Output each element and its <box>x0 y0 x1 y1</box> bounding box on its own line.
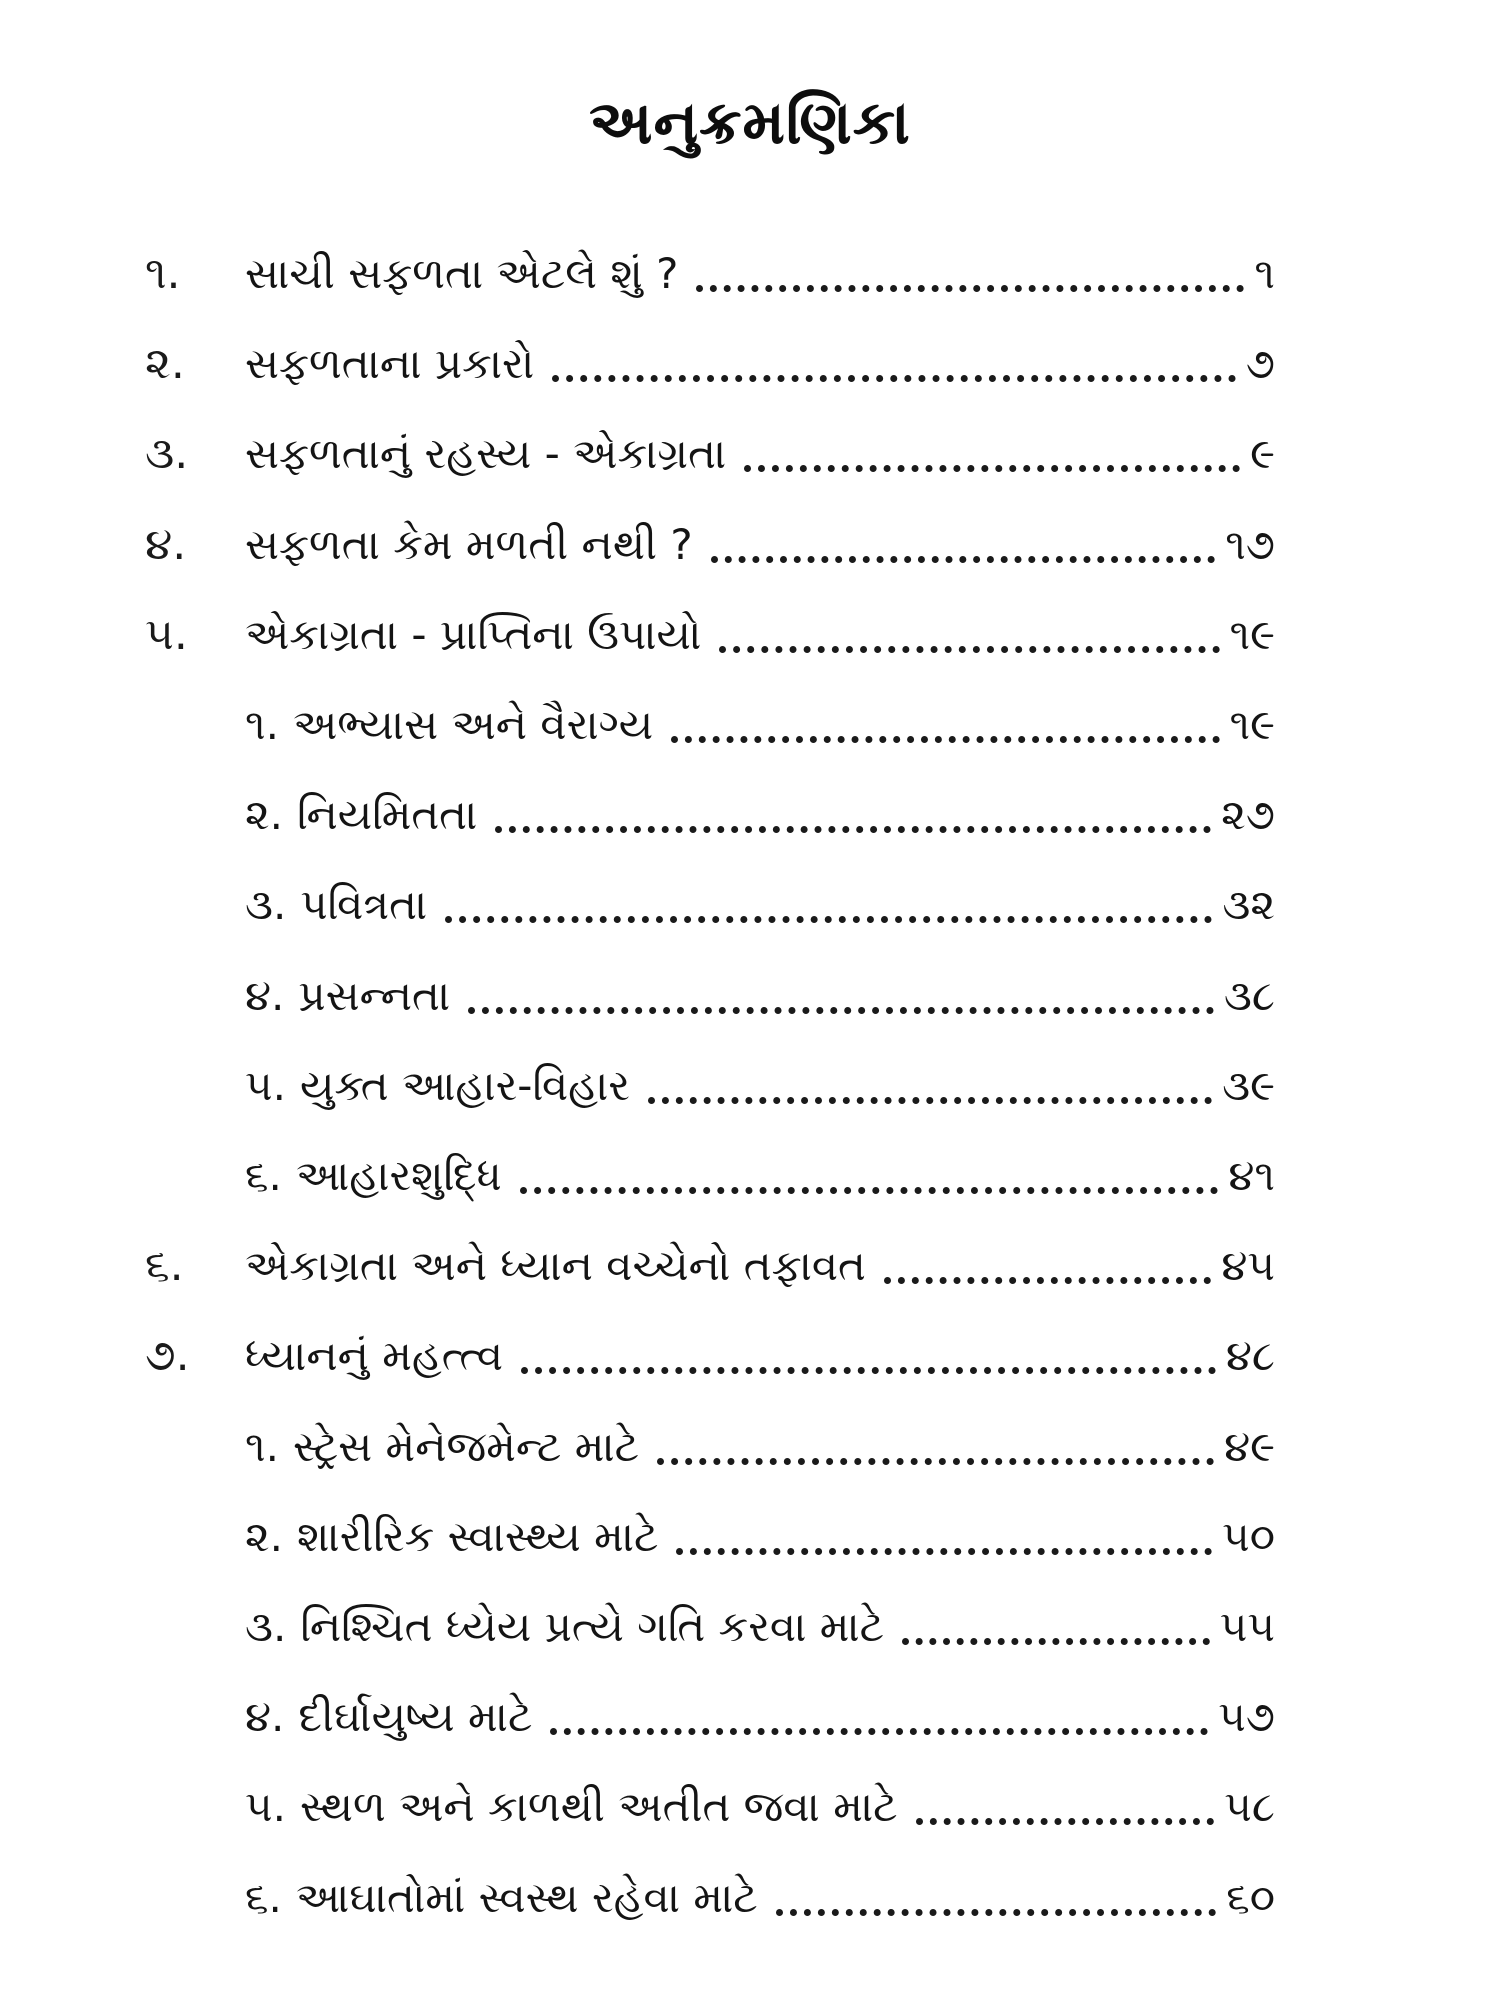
dot-leader <box>550 1728 1208 1735</box>
dot-leader <box>902 1638 1210 1645</box>
chapter-number: ૨. <box>145 338 185 390</box>
toc-subsection-row <box>0 1777 1500 1867</box>
page-number: ૩૯ <box>1222 1060 1275 1110</box>
chapter-title: ધ્યાનનું મહત્ત્વ <box>245 1331 504 1381</box>
subsection-title: પ્રસન્નતા <box>298 970 451 1020</box>
toc-entry <box>245 1056 1275 1116</box>
toc-entry <box>245 1597 1275 1657</box>
toc-chapter-row <box>0 1236 1500 1326</box>
toc-entry <box>245 875 1275 935</box>
toc-entry <box>245 424 1275 484</box>
toc-subsection-row <box>0 1687 1500 1777</box>
page-number: ૩૮ <box>1223 970 1275 1020</box>
page-title: અનુક્રમણિકા <box>589 88 911 158</box>
toc-subsection-row <box>0 785 1500 875</box>
subsection-number: ૨. <box>245 1511 284 1561</box>
page-number: ૫૫ <box>1219 1602 1275 1651</box>
chapter-title: એકાગ્રતા અને ધ્યાન વચ્ચેનો તફાવત <box>245 1241 866 1291</box>
subsection-title: સ્થળ અને કાળથી અતીત જવા માટે <box>299 1782 898 1832</box>
chapter-number: ૭. <box>145 1330 190 1382</box>
subsection-number: ૪. <box>245 1692 285 1742</box>
toc-chapter-row <box>0 334 1500 424</box>
chapter-number: ૧. <box>145 248 181 299</box>
subsection-title: નિયમિતતા <box>297 790 478 840</box>
subsection-number: ૪. <box>245 970 285 1020</box>
toc-subsection-row <box>0 1868 1500 1958</box>
page-number: ૪૫ <box>1221 1241 1275 1291</box>
chapter-number: ૬. <box>145 1240 184 1292</box>
dot-leader <box>916 1818 1215 1825</box>
subsection-number: ૧. <box>245 700 279 749</box>
dot-leader <box>696 285 1244 292</box>
page-number: ૫૦ <box>1222 1511 1275 1561</box>
dot-leader <box>711 556 1216 563</box>
dot-leader <box>445 916 1212 923</box>
toc-chapter-row <box>0 605 1500 695</box>
toc-entry <box>245 695 1275 755</box>
dot-leader <box>468 1007 1214 1014</box>
chapter-title: સફળતાના પ્રકારો <box>245 339 535 389</box>
toc-subsection-row <box>0 1597 1500 1687</box>
toc-entry <box>245 785 1275 845</box>
subsection-number: ૩. <box>245 1602 287 1651</box>
dot-leader <box>744 465 1240 472</box>
toc-entry <box>245 1326 1275 1386</box>
subsection-number: ૫. <box>245 1060 286 1110</box>
page-number: ૧૯ <box>1229 609 1275 659</box>
chapter-number: ૩. <box>145 428 189 480</box>
toc-subsection-row <box>0 1056 1500 1146</box>
page-number: ૬૦ <box>1226 1872 1275 1922</box>
toc-subsection-row <box>0 1417 1500 1507</box>
toc-chapter-row <box>0 515 1500 605</box>
chapter-title: એકાગ્રતા - પ્રાપ્તિના ઉપાયો <box>245 609 702 659</box>
subsection-number: ૩. <box>245 880 287 930</box>
toc-subsection-row <box>0 875 1500 965</box>
toc-subsection-row <box>0 966 1500 1056</box>
chapter-title: સાચી સફળતા એટલે શું ? <box>245 249 679 298</box>
dot-leader <box>676 1548 1212 1555</box>
subsection-title: નિશ્ચિત ધ્યેય પ્રત્યે ગતિ કરવા માટે <box>300 1602 885 1651</box>
page-number: ૭ <box>1245 339 1275 389</box>
page-number: ૫૮ <box>1224 1782 1275 1832</box>
page-number: ૯ <box>1250 429 1275 479</box>
dot-leader <box>671 736 1219 743</box>
page-number: ૧ <box>1254 249 1275 298</box>
toc-subsection-row <box>0 1146 1500 1236</box>
chapter-number: ૪. <box>145 518 187 570</box>
dot-leader <box>552 375 1236 382</box>
subsection-title: આહારશુદ્ધિ <box>295 1151 502 1200</box>
toc-subsection-row <box>0 1507 1500 1597</box>
chapter-number: ૫. <box>145 608 188 660</box>
dot-leader <box>521 1367 1216 1374</box>
toc-entry <box>245 1777 1275 1837</box>
page-number: ૩૨ <box>1222 880 1275 930</box>
page-number: ૪૯ <box>1224 1421 1275 1471</box>
toc-entry <box>245 1687 1275 1747</box>
toc-entry <box>245 334 1275 394</box>
toc-entry <box>245 1507 1275 1567</box>
dot-leader <box>719 646 1219 653</box>
page-number: ૫૭ <box>1218 1692 1275 1742</box>
chapter-title: સફળતા કેમ મળતી નથી ? <box>245 519 693 569</box>
page-number: ૧૭ <box>1225 519 1275 569</box>
page-number: ૧૯ <box>1229 700 1275 749</box>
toc-chapter-row <box>0 1326 1500 1416</box>
page-number: ૨૭ <box>1221 790 1275 840</box>
toc-entry <box>245 1417 1275 1477</box>
dot-leader <box>520 1187 1219 1194</box>
dot-leader <box>884 1277 1211 1284</box>
toc-entry <box>245 605 1275 665</box>
toc-entry <box>245 244 1275 304</box>
subsection-number: ૬. <box>245 1151 282 1200</box>
subsection-title: શારીરિક સ્વાસ્થ્ય માટે <box>297 1511 659 1561</box>
subsection-title: યુક્ત આહાર-વિહાર <box>299 1060 630 1110</box>
toc-entry <box>245 1236 1275 1296</box>
subsection-title: અભ્યાસ અને વૈરાગ્ય <box>292 700 654 749</box>
toc-entry <box>245 966 1275 1026</box>
toc-entry <box>245 1868 1275 1928</box>
dot-leader <box>657 1458 1214 1465</box>
subsection-number: ૨. <box>245 790 284 840</box>
subsection-number: ૫. <box>245 1782 286 1832</box>
chapter-title: સફળતાનું રહસ્ય - એકાગ્રતા <box>245 429 727 479</box>
toc-chapter-row <box>0 244 1500 334</box>
dot-leader <box>648 1097 1212 1104</box>
toc-entry <box>245 1146 1275 1206</box>
page-number: ૪૮ <box>1225 1331 1275 1381</box>
subsection-number: ૧. <box>245 1421 279 1471</box>
subsection-title: આઘાતોમાં સ્વસ્થ રહેવા માટે <box>295 1872 758 1922</box>
toc-entry <box>245 515 1275 575</box>
toc-subsection-row <box>0 695 1500 785</box>
subsection-title: સ્ટ્રેસ મેનેજમેન્ટ માટે <box>292 1421 640 1471</box>
subsection-number: ૬. <box>245 1872 282 1922</box>
subsection-title: પવિત્રતા <box>300 880 428 930</box>
page-number: ૪૧ <box>1228 1151 1275 1200</box>
toc-chapter-row <box>0 424 1500 514</box>
dot-leader <box>776 1909 1216 1916</box>
dot-leader <box>495 826 1211 833</box>
subsection-title: દીર્ઘાયુષ્ય માટે <box>298 1692 533 1742</box>
